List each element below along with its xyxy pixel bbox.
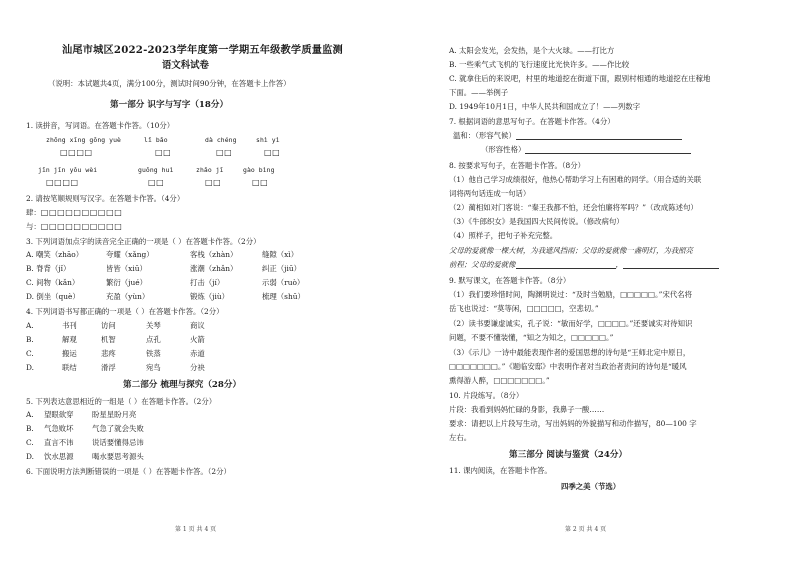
option-word: 悲疼 bbox=[101, 349, 116, 358]
option-meaning: 说话要懂得忌讳 bbox=[92, 438, 144, 447]
q7-hint: （形容气候） bbox=[475, 131, 516, 140]
q2-prompt: 2. 请按笔顺规则写汉字。在答题卡作答。（4分） bbox=[26, 194, 185, 203]
q3-prompt: 3. 下列词语加点字的读音完全正确的一项是（ ）在答题卡作答。（2分） bbox=[26, 237, 261, 246]
pinyin: lǐ bǎo bbox=[144, 136, 168, 144]
q9-line: □□□□□□□。”《题临安邸》中表明作者对当政治者责问的诗句是“暖风 bbox=[449, 362, 687, 371]
option-cell: B. 脊背（jǐ） bbox=[26, 264, 71, 273]
option-idiom: 气急败坏 bbox=[44, 424, 74, 433]
option-cell: 缝隙（xì） bbox=[262, 250, 299, 259]
q6-option-c-cont: 下面。——举例子 bbox=[449, 88, 509, 97]
q10-requirement-cont: 左右。 bbox=[449, 433, 472, 442]
option-meaning: 喝水要思考源头 bbox=[92, 452, 144, 461]
option-word: 分袂 bbox=[190, 363, 205, 372]
exam-title: 汕尾市城区2022-2023学年度第一学期五年级教学质量监测 bbox=[62, 44, 343, 56]
page-footer-2: 第 2 页 共 4 页 bbox=[565, 526, 607, 533]
q8-item: 词将两句话连成一句话） bbox=[449, 189, 531, 198]
q9-line: 岳飞也说过：“莫等闲，□□□□□，空悲切。” bbox=[449, 304, 599, 313]
q5-prompt: 5. 下列表达意思相近的一组是（ ）在答题卡作答。（2分） bbox=[26, 397, 217, 406]
q9-prompt: 9. 默写课文，在答题卡作答。（8分） bbox=[449, 276, 571, 285]
option-letter: D. bbox=[26, 363, 35, 372]
answer-boxes[interactable]: □□□□ bbox=[46, 178, 79, 187]
option-word: 宛鸟 bbox=[146, 363, 161, 372]
part2-heading: 第二部分 梳理与探究（28分） bbox=[123, 380, 242, 390]
q8-example-lead: 前程；父母的爱就像 bbox=[449, 260, 516, 269]
option-cell: 皆皆（xiū） bbox=[106, 264, 147, 273]
pinyin: jīn jīn yǒu wèi bbox=[38, 166, 98, 174]
answer-boxes[interactable]: □□ bbox=[216, 148, 233, 157]
option-cell: D. 倒坐（què） bbox=[26, 292, 80, 301]
q8-item: （1）他自己学习成绩很好，他热心帮助学习上有困难的同学。（用合适的关联 bbox=[449, 175, 702, 184]
option-cell: 繁衍（jué） bbox=[106, 278, 147, 287]
q6-option-a: A. 太阳会发光，会发热，是个大火球。——打比方 bbox=[449, 46, 615, 55]
option-letter: B. bbox=[26, 424, 34, 433]
q8-item: （4）照样子，把句子补充完整。 bbox=[449, 231, 558, 240]
q8-example-comma: ， bbox=[615, 260, 623, 269]
q6-option-b: B. 一些乘气式飞机的飞行速度比光快许多。——作比较 bbox=[449, 60, 630, 69]
option-cell: 夸耀（xǎng） bbox=[106, 250, 154, 259]
exam-page-2 bbox=[397, 0, 794, 562]
q9-line: （3）《示儿》一诗中最能表现作者的爱国思想的诗句是“王师北定中原日， bbox=[449, 348, 691, 357]
option-letter: B. bbox=[26, 335, 34, 344]
option-word: 火箭 bbox=[190, 335, 205, 344]
q2-line-2 bbox=[26, 222, 122, 232]
part3-heading: 第三部分 阅读与鉴赏（24分） bbox=[509, 450, 628, 460]
q4-prompt: 4. 下列词语书写都正确的一项是（ ）在答题卡作答。（2分） bbox=[26, 307, 224, 316]
q8-answer-line[interactable] bbox=[516, 261, 616, 269]
option-word: 解观 bbox=[62, 335, 77, 344]
q9-line: （1）我们要珍惜时间，陶渊明说过：“及时当勉励，□□□□□。”宋代名将 bbox=[449, 290, 693, 299]
option-idiom: 直言不讳 bbox=[44, 438, 74, 447]
q9-line: （2）读书要谦虚诚实，孔子说：“敏而好学，□□□□。”还要诚实对待知识 bbox=[449, 319, 693, 328]
q6-option-c: C. 就拿住后的来说吧，村里的地道挖在街道下面，跟别村相通的地道挖在庄稼地 bbox=[449, 74, 711, 83]
option-idiom: 望眼欲穿 bbox=[44, 410, 74, 419]
q7-answer-line[interactable] bbox=[516, 132, 682, 140]
pinyin: gào bìng bbox=[243, 166, 275, 174]
option-word: 商议 bbox=[190, 321, 205, 330]
exam-subtitle: 语文科试卷 bbox=[162, 60, 209, 71]
option-cell: C. 间物（kǎn） bbox=[26, 278, 80, 287]
q10-fragment: 片段：我看到妈妈忙碌的身影，我鼻子一酸…… bbox=[449, 405, 605, 414]
q8-item: （2）蔺相如对门客说：“秦王我都不怕，还会怕廉将军吗？”（改成陈述句） bbox=[449, 203, 698, 212]
option-cell: 打击（jí） bbox=[190, 278, 225, 287]
option-meaning: 盼星星盼月亮 bbox=[92, 410, 137, 419]
answer-boxes[interactable]: □□ bbox=[264, 148, 281, 157]
q7-prompt: 7. 根据词语的意思写句子。在答题卡作答。（4分） bbox=[449, 117, 615, 126]
q2-line-1 bbox=[26, 208, 122, 218]
option-letter: C. bbox=[26, 349, 34, 358]
q9-line: 熏得游人醉，□□□□□□□。” bbox=[449, 376, 550, 385]
q7-line-2 bbox=[481, 145, 691, 154]
pinyin: shì yì bbox=[256, 136, 280, 144]
option-cell: 示弱（ruò） bbox=[262, 278, 305, 287]
answer-boxes[interactable]: □□□□ bbox=[60, 148, 93, 157]
option-letter: A. bbox=[26, 321, 34, 330]
answer-boxes[interactable]: □□ bbox=[148, 178, 165, 187]
q8-answer-line[interactable] bbox=[623, 261, 719, 269]
option-cell: 纠正（jiū） bbox=[262, 264, 301, 273]
option-letter: C. bbox=[26, 438, 34, 447]
option-cell: 充盈（yùn） bbox=[106, 292, 150, 301]
stroke-boxes[interactable]: □□□□□□□□□□ bbox=[40, 222, 123, 231]
option-cell: 梳理（shū） bbox=[262, 292, 305, 301]
option-word: 机智 bbox=[101, 335, 116, 344]
q6-option-d: D. 1949年10月1日，中华人民共和国成立了！——列数字 bbox=[449, 102, 641, 111]
pinyin: zhǎo jī bbox=[196, 166, 224, 174]
q8-prompt: 8. 按要求写句子，在答题卡作答。（8分） bbox=[449, 161, 586, 170]
option-word: 关琴 bbox=[146, 321, 161, 330]
answer-boxes[interactable]: □□ bbox=[252, 178, 269, 187]
option-word: 访问 bbox=[101, 321, 116, 330]
reading-title: 四季之美（节选） bbox=[561, 482, 621, 491]
option-word: 铁蒸 bbox=[146, 349, 161, 358]
q8-item: （3）《牛郎织女》是我国四大民间传说。（修改病句） bbox=[449, 217, 624, 226]
page-footer-1: 第 1 页 共 4 页 bbox=[175, 526, 217, 533]
pinyin: zhōng xīng gōng yuè bbox=[46, 136, 122, 144]
q7-answer-line[interactable] bbox=[525, 146, 691, 154]
q7-hint: （形容性格） bbox=[481, 145, 526, 154]
option-letter: A. bbox=[26, 410, 34, 419]
exam-instructions: （说明：本试题共4页，满分100分，测试时间90分钟，在答题卡上作答） bbox=[48, 79, 291, 88]
q9-line: 问题，不要不懂装懂，“知之为知之，□□□□□。” bbox=[449, 333, 614, 342]
option-letter: D. bbox=[26, 452, 35, 461]
part1-heading: 第一部分 识字与写字（18分） bbox=[110, 100, 229, 110]
option-word: 联结 bbox=[62, 363, 77, 372]
option-cell: 锻炼（jiù） bbox=[190, 292, 229, 301]
answer-boxes[interactable]: □□ bbox=[155, 148, 172, 157]
q2-char-label: 肆： bbox=[26, 208, 41, 217]
pinyin: guǒng huì bbox=[138, 166, 174, 174]
q7-line-1 bbox=[453, 131, 682, 140]
answer-boxes[interactable]: □□ bbox=[205, 178, 222, 187]
option-meaning: 气急了就会失败 bbox=[92, 424, 144, 433]
q11-prompt: 11. 课内阅读，在答题卡作答。 bbox=[449, 466, 552, 475]
q7-word: 温和： bbox=[453, 131, 476, 140]
q10-requirement: 要求：请把以上片段写生动，写出妈妈的外貌描写和动作描写，80—100 字 bbox=[449, 419, 697, 428]
q6-prompt: 6. 下面说明方法判断错误的一项是（ ）在答题卡作答。（2分） bbox=[26, 467, 231, 476]
option-cell: 涨潮（zhǎn） bbox=[190, 264, 238, 273]
q10-prompt: 10. 片段练写。（8分） bbox=[449, 391, 524, 400]
pinyin: dà chéng bbox=[205, 136, 237, 144]
option-idiom: 饮水思源 bbox=[44, 452, 74, 461]
q2-char-label: 与： bbox=[26, 222, 41, 231]
option-word: 滑浮 bbox=[101, 363, 116, 372]
option-word: 书刊 bbox=[62, 321, 77, 330]
q8-example-cont bbox=[449, 260, 719, 269]
option-word: 搬运 bbox=[62, 349, 77, 358]
q8-example: 父母的爱就像一棵大树，为我遮风挡雨；父母的爱就像一盏明灯，为我照亮 bbox=[449, 246, 693, 255]
stroke-boxes[interactable]: □□□□□□□□□□ bbox=[40, 208, 123, 217]
option-word: 点孔 bbox=[146, 335, 161, 344]
option-word: 赤道 bbox=[190, 349, 205, 358]
q1-prompt: 1. 读拼音，写词语。在答题卡作答。（10分） bbox=[26, 121, 175, 130]
option-cell: A. 嘲笑（zhāo） bbox=[26, 250, 84, 259]
option-cell: 客栈（zhàn） bbox=[190, 250, 238, 259]
